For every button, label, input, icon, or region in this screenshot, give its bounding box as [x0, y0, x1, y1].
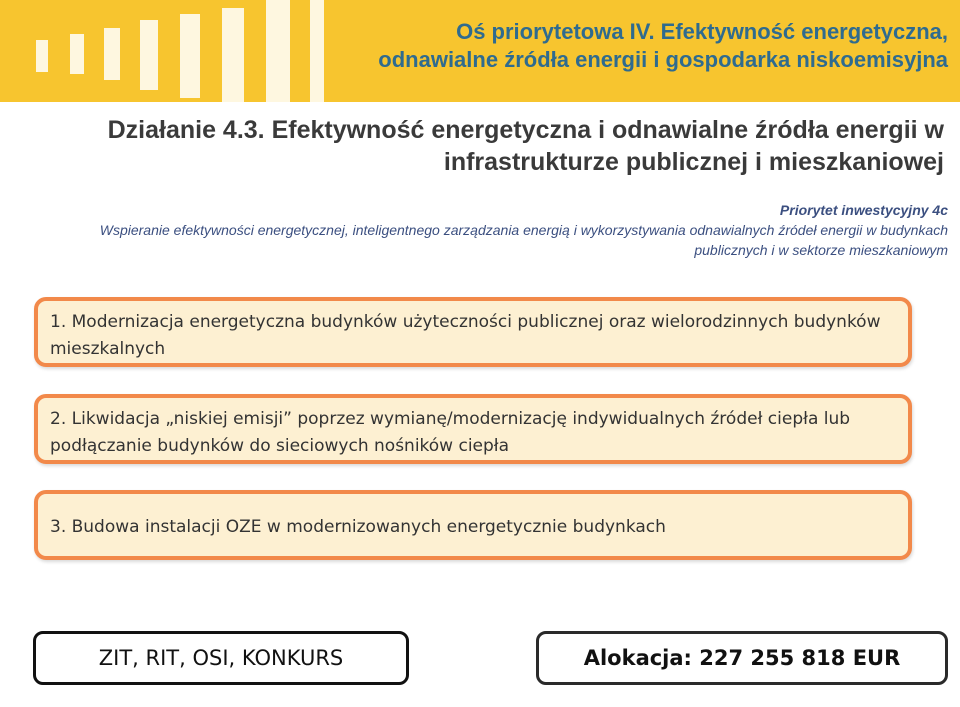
list-item	[34, 490, 912, 560]
action-title-line2: infrastrukturze publicznej i mieszkaniowej	[443, 148, 944, 176]
list-item-text: 3. Budowa instalacji OZE w modernizowanych energetycznie budynkach	[50, 517, 666, 537]
list-item	[34, 297, 912, 367]
axis-title	[328, 18, 948, 74]
mode-text: ZIT, RIT, OSI, KONKURS	[98, 646, 344, 670]
mode-box	[33, 631, 409, 685]
allocation-box	[536, 631, 948, 685]
decorative-bar	[36, 40, 48, 72]
priority-text: Wspieranie efektywności energetycznej, inteligentnego zarządzania energią i wykorzystywania odnawialnych źródeł energii w budynkach publicznych i w sektorze mieszkaniowym	[99, 222, 948, 258]
decorative-bar	[222, 8, 244, 102]
list-item	[34, 394, 912, 464]
axis-title-line1: Oś priorytetowa IV. Efektywność energetyczna,	[456, 19, 948, 44]
decorative-bar	[140, 20, 158, 90]
decorative-bar	[70, 34, 84, 74]
list-item-text: 1. Modernizacja energetyczna budynków użyteczności publicznej oraz wielorodzinnych budynków mieszkalnych	[50, 312, 881, 359]
decorative-bar	[310, 0, 324, 102]
investment-priority	[40, 200, 948, 260]
allocation-text: Alokacja: 227 255 818 EUR	[583, 646, 901, 670]
decorative-bar	[104, 28, 120, 80]
priority-label: Priorytet inwestycyjny 4c	[779, 202, 948, 218]
list-item-text: 2. Likwidacja „niskiej emisji” poprzez wymianę/modernizację indywidualnych źródeł ciepła lub podłączanie budynków do sieciowych nośników ciepła	[50, 409, 851, 456]
decorative-bar	[266, 0, 290, 102]
axis-title-line2: odnawialne źródła energii i gospodarka niskoemisyjna	[378, 47, 948, 72]
decorative-bar	[180, 14, 200, 98]
action-title-line1: Działanie 4.3. Efektywność energetyczna i odnawialne źródła energii w	[107, 116, 944, 144]
action-title	[60, 114, 944, 178]
header-band	[0, 0, 960, 102]
